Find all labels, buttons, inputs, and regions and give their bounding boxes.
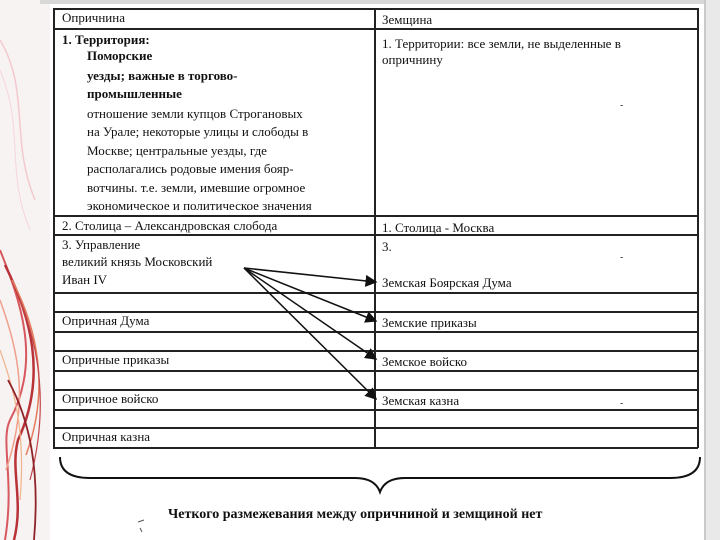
left-row-kazna: Опричная казна <box>62 429 151 444</box>
right-row-voysko: Земское войско <box>382 354 468 369</box>
left-row-prikazy: Опричные приказы <box>62 352 170 367</box>
left-row-voysko: Опричное войско <box>62 391 159 406</box>
territory-line: вотчины. т.е. земли, имевшие огромное <box>87 180 306 195</box>
scan-speck: - <box>620 398 624 409</box>
territory-line: уезды; важные в торгово- <box>87 68 238 83</box>
left-territory-title: 1. Территория: <box>62 32 150 47</box>
scan-speck: - <box>620 100 624 111</box>
left-management-title: 3. Управление <box>62 237 141 252</box>
right-header: Земщина <box>382 12 433 27</box>
territory-line: отношение земли купцов Строгановых <box>87 106 303 121</box>
arrow-to-kazna <box>244 268 376 399</box>
conclusion-text: Четкого размежевания между опричниной и земщиной нет <box>168 507 543 522</box>
territory-line: располагались родовые имения бояр- <box>87 161 294 176</box>
right-row-duma: Земская Боярская Дума <box>382 275 512 290</box>
arrow-to-duma <box>244 268 376 282</box>
territory-line: на Урале; некоторые улицы и слободы в <box>87 124 309 139</box>
curly-brace <box>60 457 700 492</box>
territory-line: Поморские <box>87 48 153 63</box>
management-line: великий князь Московский <box>62 254 213 269</box>
right-capital: 1. Столица - Москва <box>382 220 495 235</box>
territory-line: экономическое и политическое значения <box>87 198 312 213</box>
scan-speck: - <box>620 252 624 263</box>
left-row-duma: Опричная Дума <box>62 313 150 328</box>
right-management-title: 3. <box>382 239 392 254</box>
management-line: Иван IV <box>62 272 108 287</box>
territory-line: Москве; центральные уезды, где <box>87 143 267 158</box>
right-territory-line: опричнину <box>382 52 443 67</box>
scan-mark <box>138 520 144 532</box>
right-territory-line: 1. Территории: все земли, не выделенные в <box>382 36 621 51</box>
right-row-kazna: Земская казна <box>382 393 460 408</box>
right-row-prikazy: Земские приказы <box>382 315 477 330</box>
left-capital: 2. Столица – Александровская слобода <box>62 218 278 233</box>
left-header: Опричнина <box>62 10 125 25</box>
territory-line: промышленные <box>87 86 182 101</box>
